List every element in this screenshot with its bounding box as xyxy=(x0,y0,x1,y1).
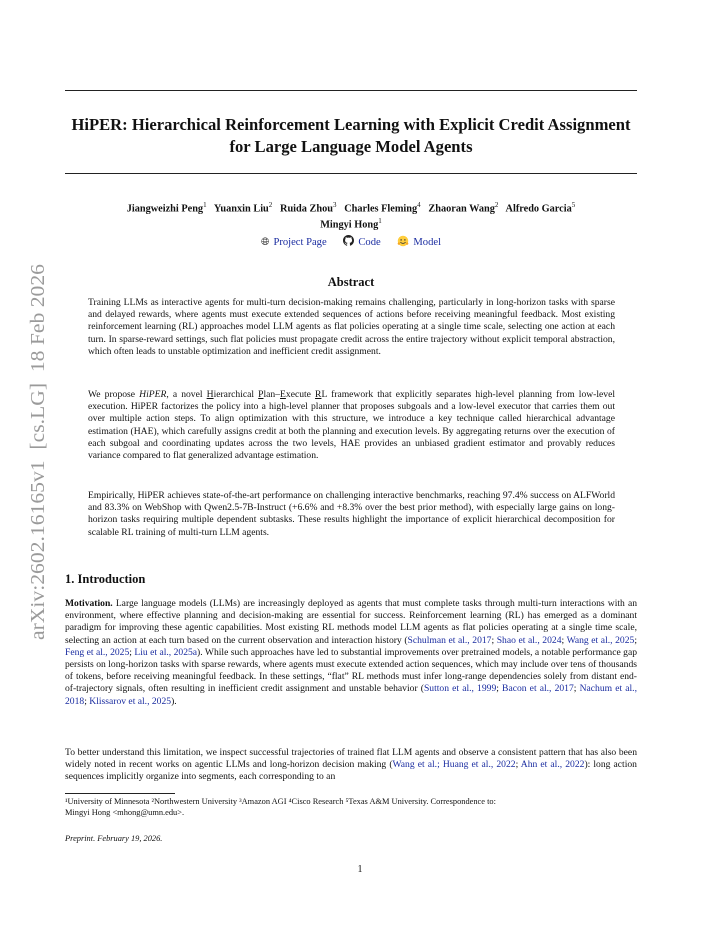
title-line-1: HiPER: Hierarchical Reinforcement Learning with Explicit Credit Assignment xyxy=(71,115,631,134)
citation-link[interactable]: Bacon et al., 2017 xyxy=(502,683,574,695)
resource-links xyxy=(65,235,637,249)
code-label: Code xyxy=(358,237,381,248)
footnote-line-1: ¹University of Minnesota ²Northwestern University ³Amazon AGI ⁴Cisco Research ⁵Texas A&M University. Correspondence to: xyxy=(65,797,496,806)
citation-link[interactable]: Ahn et al., 2022 xyxy=(520,759,585,771)
project-page-link[interactable] xyxy=(261,237,327,248)
paragraph-lead: Motivation. xyxy=(65,598,113,609)
abstract-text: We propose xyxy=(88,389,140,400)
footnote-line-2: Mingyi Hong <mhong@umn.edu>. xyxy=(65,808,185,817)
abstract-paragraph-2 xyxy=(88,389,615,462)
citation-link[interactable]: Wang et al., 2025 xyxy=(566,634,635,646)
abstract-paragraph-1: Training LLMs as interactive agents for multi-turn decision-making remains challenging, particularly in long-horizon tasks with sparse and delayed rewards, where agents must execute extended sequences of actions before receiving meaningful feedback. Most existing reinforcement learning (RL) approaches model LLM agents as flat policies operating at a single time scale, selecting one action at each turn. In sparse-reward settings, such flat policies must propagate credit across the entire trajectory without explicit temporal abstraction, which often leads to unstable optimization and inefficient credit assignment. xyxy=(88,297,615,357)
project-page-label: Project Page xyxy=(273,237,327,248)
author-affiliation: 3 xyxy=(332,201,337,209)
author-list xyxy=(65,199,637,232)
author-line-2 xyxy=(65,215,637,231)
introduction-paragraph-2: To better understand this limitation, we inspect successful trajectories of trained flat LLM agents and observe a consistent pattern that has also been widely noted in recent works on agentic LLMs and long-horizon decision making (Wang et al.; Huang et al., 2022; Ahn et al., 2022): long action sequences implicitly organize into segments, each corresponding to an xyxy=(65,747,637,783)
citation-link[interactable]: Huang et al., 2022 xyxy=(442,759,516,771)
model-label: Model xyxy=(413,237,442,248)
method-name: HiPER xyxy=(139,389,167,400)
body-text: ). While such approaches have led to substantial improvements over pretrained models, a notable performance gap persists on long-horizon tasks with sparse rewards, where agents must execute extended action sequences, which may include over tens of thousands of tokens, before receiving meaningful feedback. In these settings, “flat” RL methods must infer long-range dependencies solely from distant end-of-trajectory signals, often resulting in inefficient credit assignment and unstable behavior ( xyxy=(65,646,637,695)
title-bottom-rule xyxy=(65,173,637,174)
author-name: Charles Fleming xyxy=(344,203,418,215)
abstract-text: lan– xyxy=(263,389,281,400)
affiliation-footnote xyxy=(65,796,637,818)
top-rule xyxy=(65,90,637,91)
author-affiliation: 2 xyxy=(494,201,499,209)
author-name: Zhaoran Wang xyxy=(428,203,495,215)
code-link[interactable] xyxy=(343,237,380,248)
citation-link[interactable]: Shao et al., 2024 xyxy=(496,634,562,646)
author-name: Alfredo Garcia xyxy=(505,203,572,215)
abstract-text: , a novel xyxy=(166,389,207,400)
citation-link[interactable]: Klissarov et al., 2025 xyxy=(89,695,172,707)
footnote-rule xyxy=(65,793,175,794)
paper-title xyxy=(65,114,637,158)
section-heading-introduction: 1. Introduction xyxy=(65,572,146,586)
body-text: ): long action sequences implicitly organize into segments, each corresponding to an xyxy=(65,759,637,783)
acronym-letter: E xyxy=(280,389,286,400)
globe-icon: 🌐︎ xyxy=(260,237,270,248)
abstract-heading: Abstract xyxy=(327,275,375,289)
model-link[interactable] xyxy=(397,237,441,248)
abstract-paragraph-3: Empirically, HiPER achieves state-of-the-art performance on challenging interactive benchmarks, reaching 97.4% success on ALFWorld and 83.3% on WebShop with Qwen2.5-7B-Instruct (+6.6% and +8.3% over the best prior method), with especially large gains on long-horizon tasks requiring multiple dependent subtasks. These results highlight the importance of explicit hierarchical decomposition for scalable RL training of multi-turn LLM agents. xyxy=(88,490,615,538)
body-text: Large language models (LLMs) are increasingly deployed as agents that must complete tasks through multi-turn interactions with an environment, where effective planning and decision-making are essential for success. Reinforcement learning (RL) has emerged as a dominant paradigm for improving these agentic capabilities. Most existing RL methods model LLM agents as flat policies operating at a single time scale, selecting an action at each turn based on the current observation and interaction history ( xyxy=(65,598,637,646)
author-name: Mingyi Hong xyxy=(320,219,379,231)
title-line-2: for Large Language Model Agents xyxy=(229,137,473,156)
citation-link[interactable]: Feng et al., 2025 xyxy=(65,646,130,658)
citation-link[interactable]: Wang et al.; xyxy=(392,759,440,771)
citation-link[interactable]: Liu et al., 2025a xyxy=(134,646,198,658)
arxiv-stamp-text: arXiv:2602.16165v1 [cs.LG] 18 Feb 2026 xyxy=(27,283,49,640)
author-affiliation: 5 xyxy=(571,201,576,209)
abstract-text: xecute xyxy=(285,389,316,400)
author-name: Yuanxin Liu xyxy=(213,203,269,215)
abstract-text: L framework that explicitly separates high-level planning from low-level execution. HiPER factorizes the policy into a high-level planner that proposes subgoals and a low-level executor that carries them out over multiple action steps. To align optimization with this structure, we introduce a key technique called hierarchical advantage estimation (HAE), which carefully assigns credit at both the planning and execution levels. By aggregating returns over the execution of each subgoal and coordinating updates across the two levels, HAE provides an unbiased gradient estimator and provably reduces variance compared to flat generalized advantage estimation. xyxy=(88,389,616,462)
author-affiliation: 4 xyxy=(417,201,421,209)
author-affiliation: 1 xyxy=(203,201,207,209)
author-name: Jiangweizhi Peng xyxy=(126,203,204,215)
author-name: Ruida Zhou xyxy=(280,203,333,215)
body-text: ). xyxy=(171,695,177,707)
citation-link[interactable]: Schulman et al., 2017 xyxy=(407,634,492,646)
author-line-1 xyxy=(65,199,637,215)
author-affiliation: 2 xyxy=(268,201,273,209)
hugging-face-icon xyxy=(397,237,409,248)
acronym-letter: P xyxy=(258,389,264,400)
citation-link[interactable]: Sutton et al., 1999 xyxy=(423,683,497,695)
arxiv-stamp xyxy=(16,262,52,642)
introduction-paragraph-1: Motivation. Large language models (LLMs) are increasingly deployed as agents that must complete tasks through multi-turn interactions with an environment, where effective planning and decision-making are essential for success. Reinforcement learning (RL) has emerged as a dominant paradigm for improving these agentic capabilities. Most existing RL methods model LLM agents as flat policies operating at a single time scale, selecting an action at each turn based on the current observation and interaction history (Schulman et al., 2017; Shao et al., 2024; Wang et al., 2025; Feng et al., 2025; Liu et al., 2025a). While such approaches have led to substantial improvements over pretrained models, a notable performance gap persists on long-horizon tasks with sparse rewards, where agents must execute extended action sequences, which may include over tens of thousands of tokens, before receiving meaningful feedback. In these settings, “flat” RL methods must infer long-range dependencies solely from distant end-of-trajectory signals, often resulting in inefficient credit assignment and unstable behavior (Sutton et al., 1999; Bacon et al., 2017; Nachum et al., 2018; Klissarov et al., 2025). xyxy=(65,598,637,707)
abstract-text: ierarchical xyxy=(213,389,259,400)
citation-link[interactable]: Nachum et al., 2018 xyxy=(65,683,637,707)
acronym-letter: H xyxy=(206,389,214,400)
preprint-note: Preprint. February 19, 2026. xyxy=(65,834,163,843)
page-number: 1 xyxy=(357,864,363,875)
body-text: To better understand this limitation, we inspect successful trajectories of trained flat LLM agents and observe a consistent pattern that has also been widely noted in recent works on agentic LLMs and long-horizon decision making ( xyxy=(65,747,637,771)
acronym-letter: R xyxy=(315,389,322,400)
github-icon xyxy=(343,237,354,248)
author-affiliation: 1 xyxy=(378,217,382,226)
